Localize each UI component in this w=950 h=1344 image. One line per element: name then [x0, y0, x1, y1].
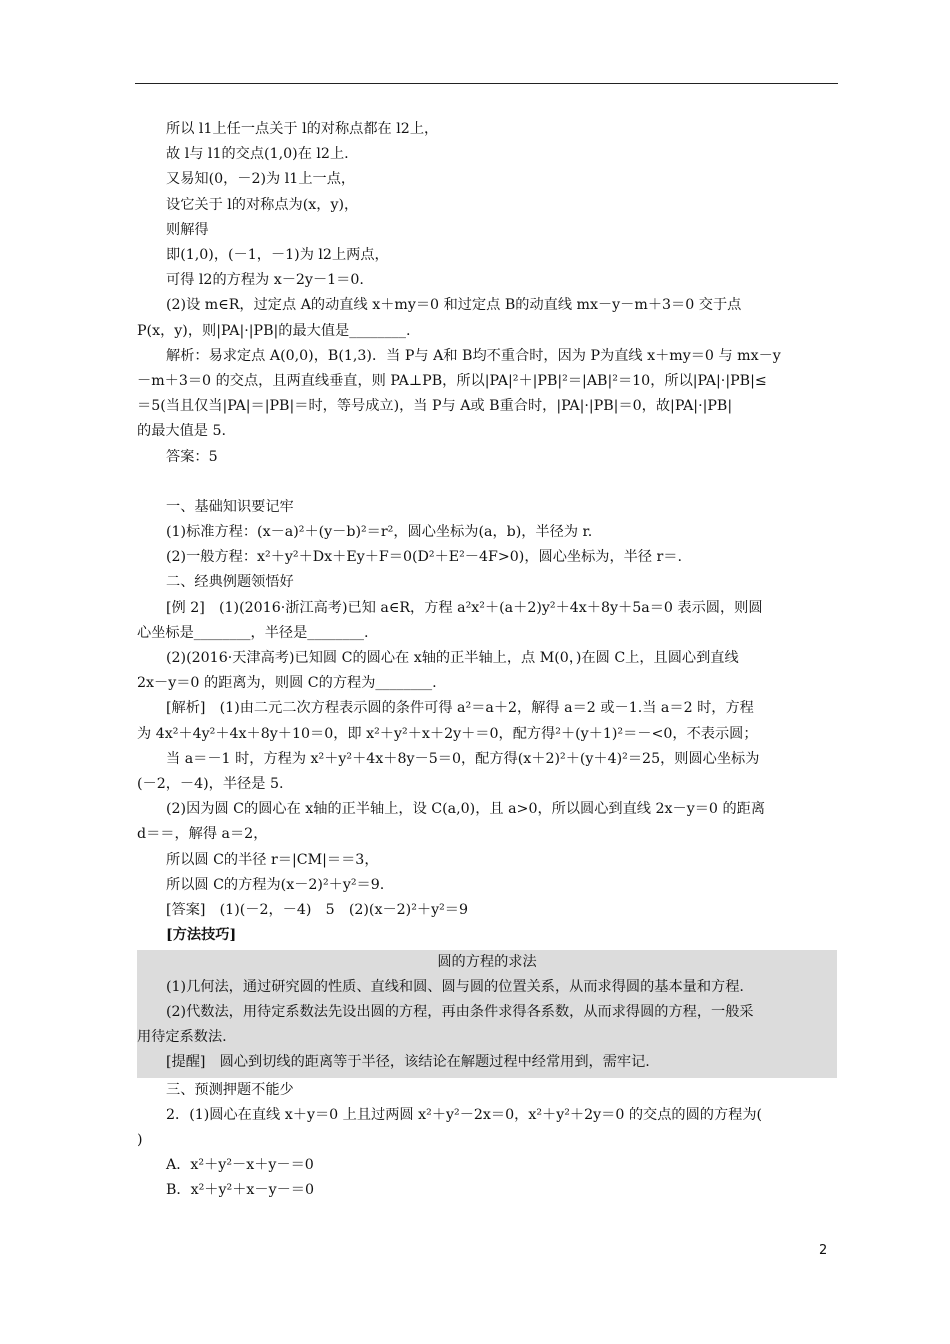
analysis-text: ＝5(当且仅当|PA|＝|PB|＝时，等号成立)，当 P与 A或 B重合时，|PA|·|PB|＝0，故|PA|·|PB|	[137, 398, 733, 415]
box-title: 圆的方程的求法	[437, 953, 537, 970]
option-b: B．x²＋y²＋x－y－＝0	[166, 1182, 314, 1199]
solution-text: 所以圆 C的方程为(x－2)²＋y²＝9.	[166, 876, 385, 893]
answer-text: [答案] (1)(－2，－4) 5 (2)(x－2)²＋y²＝9	[166, 902, 468, 919]
question-text: )	[137, 1131, 143, 1148]
example-text: (2)(2016·天津高考)已知圆 C的圆心在 x轴的正半轴上，点 M(0，)在圆 C上，且圆心到直线	[166, 650, 739, 667]
spacer	[137, 470, 837, 495]
example-text: 2x－y＝0 的距离为，则圆 C的方程为________.	[137, 675, 437, 692]
solution-text: d＝＝，解得 a＝2，	[137, 826, 268, 843]
solution-text: 所以圆 C的半径 r＝|CM|＝＝3，	[166, 851, 379, 868]
box-text: (1)几何法，通过研究圆的性质、直线和圆、圆与圆的位置关系，从而求得圆的基本量和方程.	[166, 978, 744, 995]
text-line: 设它关于 l的对称点为(x，y)，	[166, 196, 359, 213]
box-text: 用待定系数法.	[137, 1029, 227, 1046]
option-a: A．x²＋y²－x＋y－＝0	[166, 1157, 314, 1174]
document-body	[137, 117, 837, 1204]
section-title: 二、经典例题领悟好	[166, 574, 294, 591]
general-equation: (2)一般方程：x²＋y²＋Dx＋Ey＋F＝0(D²＋E²－4F>0)，圆心坐标为，半径 r＝.	[166, 549, 682, 566]
solution-text: (2)因为圆 C的圆心在 x轴的正半轴上，设 C(a,0)，且 a>0，所以圆心到直线 2x－y＝0 的距离	[166, 801, 766, 818]
solution-text: [解析] (1)由二元二次方程表示圆的条件可得 a²＝a＋2，解得 a＝2 或－1.当 a＝2 时，方程	[166, 700, 754, 717]
text-line: 即(1,0)，(－1，－1)为 l2上两点，	[166, 247, 389, 264]
standard-equation: (1)标准方程：(x－a)²＋(y－b)²＝r²，圆心坐标为(a，b)，半径为 r.	[166, 524, 593, 541]
question-text: 2．(1)圆心在直线 x＋y＝0 上且过两圆 x²＋y²－2x＝0，x²＋y²＋2y＝0 的交点的圆的方程为(	[166, 1106, 763, 1123]
box-text: [提醒] 圆心到切线的距离等于半径，该结论在解题过程中经常用到，需牢记.	[166, 1054, 650, 1071]
text-line: 所以 l1上任一点关于 l的对称点都在 l2上，	[166, 121, 439, 137]
header-rule	[135, 83, 838, 84]
example-text: [例 2] (1)(2016·浙江高考)已知 a∈R，方程 a²x²＋(a＋2)y²＋4x＋8y＋5a＝0 表示圆，则圆	[166, 599, 763, 616]
problem-text: (2)设 m∈R，过定点 A的动直线 x＋my＝0 和过定点 B的动直线 mx－y－m＋3＝0 交于点	[166, 297, 742, 314]
solution-text: 当 a＝－1 时，方程为 x²＋y²＋4x＋8y－5＝0，配方得(x＋2)²＋(y＋4)²＝25，则圆心坐标为	[166, 750, 760, 767]
analysis-text: 解析：易求定点 A(0,0)，B(1,3)．当 P与 A和 B均不重合时，因为 P为直线 x＋my＝0 与 mx－y	[166, 347, 781, 364]
box-text: (2)代数法，用待定系数法先设出圆的方程，再由条件求得各系数，从而求得圆的方程，一般采	[166, 1003, 754, 1020]
answer-text: 答案：5	[166, 448, 218, 465]
example-text: 心坐标是________，半径是________.	[137, 624, 369, 641]
solution-text: (－2，－4)，半径是 5.	[137, 776, 284, 793]
problem-text: P(x，y)，则|PA|·|PB|的最大值是________.	[137, 322, 411, 339]
section-title: 三、预测押题不能少	[166, 1081, 294, 1098]
method-box	[137, 950, 837, 1078]
method-title: [方法技巧]	[166, 927, 237, 944]
analysis-text: 的最大值是 5.	[137, 423, 226, 440]
text-line: 故 l与 l1的交点(1,0)在 l2上.	[166, 146, 349, 163]
solution-text: 为 4x²＋4y²＋4x＋8y＋10＝0，即 x²＋y²＋x＋2y＋＝0，配方得²＋(y＋1)²＝－<0，不表示圆；	[137, 725, 758, 742]
section-title: 一、基础知识要记牢	[166, 498, 294, 515]
text-line: 则解得	[166, 221, 209, 238]
text-line: 可得 l2的方程为 x－2y－1＝0.	[166, 272, 364, 289]
text-line: 又易知(0，－2)为 l1上一点，	[166, 171, 356, 188]
page-number: 2	[819, 1243, 828, 1258]
analysis-text: －m＋3＝0 的交点，且两直线垂直，则 PA⊥PB，所以|PA|²＋|PB|²＝|AB|²＝10，所以|PA|·|PB|≤	[137, 373, 767, 390]
